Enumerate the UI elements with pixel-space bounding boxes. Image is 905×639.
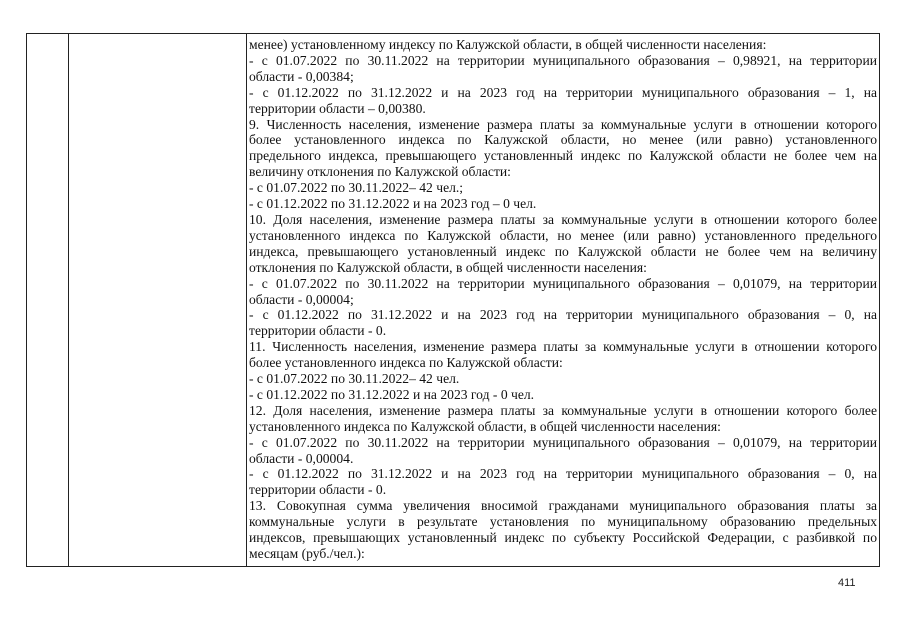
- document-table: [26, 33, 880, 567]
- text-line: территории области - 0.: [249, 323, 387, 339]
- text-line: области - 0,00004.: [249, 450, 354, 466]
- text-line: отклонения по Калужской области, в общей численности населения:: [249, 259, 647, 275]
- page-number: 411: [838, 577, 856, 589]
- text-line: области - 0,00004;: [249, 291, 354, 307]
- text-line: - с 01.07.2022 по 30.11.2022– 42 чел.;: [249, 180, 464, 196]
- text-line: территории области – 0,00380.: [249, 100, 426, 116]
- table-column-content: [249, 34, 877, 566]
- text-line: 10. Доля населения, изменение размера платы за коммунальные услуги в отношении которого более: [249, 211, 877, 227]
- text-line: - с 01.12.2022 по 31.12.2022 и на 2023 год на территории муниципального образования – 0, на: [249, 307, 877, 323]
- text-line: 12. Доля населения, изменение размера платы за коммунальные услуги в отношении которого более: [249, 402, 877, 418]
- text-line: установленного индекса по Калужской области, но менее (или равно) установленного предельного: [249, 227, 877, 243]
- text-line: 13. Совокупная сумма увеличения вносимой гражданами муниципального образования платы за: [249, 498, 877, 514]
- text-line: более установленного индекса по Калужской области:: [249, 355, 563, 371]
- table-column-name: [68, 34, 247, 566]
- text-line: установленного индекса по Калужской области, в общей численности населения:: [249, 418, 721, 434]
- table-column-number: [27, 34, 69, 566]
- text-line: индексов, превышающих установленный индекс по субъекту Российской Федерации, с разбивкой по: [249, 530, 877, 546]
- text-line: коммунальные услуги в результате установления по муниципальному образованию предельных: [249, 514, 877, 530]
- text-line: месяцам (руб./чел.):: [249, 546, 365, 561]
- text-line: величину отклонения по Калужской области:: [249, 164, 511, 180]
- text-line: - с 01.12.2022 по 31.12.2022 и на 2023 год - 0 чел.: [249, 386, 535, 402]
- text-line: территории области - 0.: [249, 482, 387, 498]
- text-line: более установленного индекса по Калужской области, но менее (или равно) установленного: [249, 132, 877, 148]
- text-line: индекса, превышающего установленный индекс по Калужской области не более чем на величину: [249, 243, 877, 259]
- text-line: области - 0,00384;: [249, 68, 354, 84]
- text-line: - с 01.07.2022 по 30.11.2022 на территории муниципального образования – 0,01079, на территории: [249, 434, 877, 450]
- text-line: - с 01.12.2022 по 31.12.2022 и на 2023 год на территории муниципального образования – 0, на: [249, 466, 877, 482]
- text-line: - с 01.07.2022 по 30.11.2022 на территории муниципального образования – 0,98921, на территории: [249, 52, 877, 68]
- text-line: предельного индекса, превышающего установленный индекс по Калужской области не более чем на: [249, 148, 877, 164]
- text-line: - с 01.07.2022 по 30.11.2022 на территории муниципального образования – 0,01079, на территории: [249, 275, 877, 291]
- text-line: 9. Численность населения, изменение размера платы за коммунальные услуги в отношении которого: [249, 116, 877, 132]
- text-line: - с 01.12.2022 по 31.12.2022 и на 2023 год на территории муниципального образования – 1, на: [249, 84, 877, 100]
- text-line: 11. Численность населения, изменение размера платы за коммунальные услуги в отношении которого: [249, 339, 877, 355]
- text-line: менее) установленному индексу по Калужской области, в общей численности населения:: [249, 37, 767, 52]
- text-line: - с 01.07.2022 по 30.11.2022– 42 чел.: [249, 371, 460, 387]
- text-line: - с 01.12.2022 по 31.12.2022 и на 2023 год – 0 чел.: [249, 196, 537, 212]
